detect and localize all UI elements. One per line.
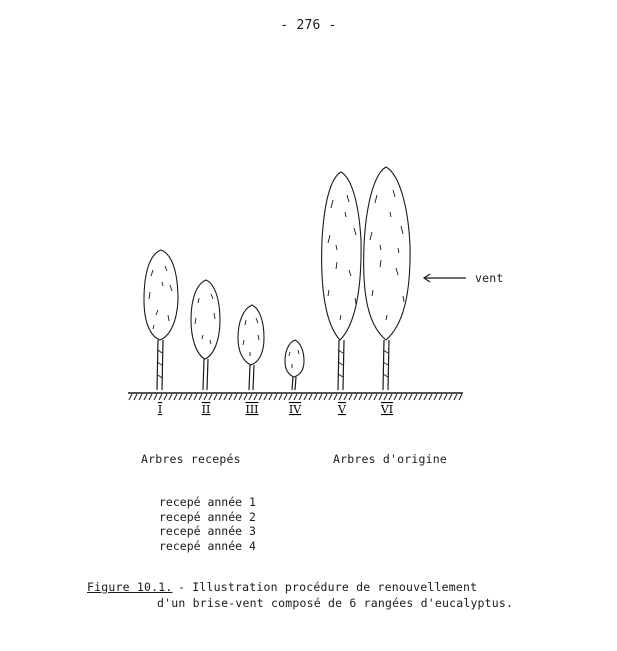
- figure-reference: Figure 10.1.: [87, 580, 173, 594]
- tree-row-5: [322, 172, 361, 390]
- legend-item-4: recepé année 4: [159, 538, 256, 553]
- tree-row-1: [144, 250, 178, 390]
- group-label-cut: Arbres recepés: [141, 452, 241, 466]
- tree-row-4: [285, 340, 304, 390]
- ground-hatching: [129, 394, 462, 400]
- legend: [159, 495, 256, 553]
- legend-item-1: recepé année 1: [159, 495, 256, 509]
- tree-row-6: [364, 167, 410, 390]
- row-label-5: V: [338, 403, 346, 416]
- row-label-2: II: [201, 403, 211, 416]
- legend-item-2: recepé année 2: [159, 509, 256, 524]
- row-label-1: I: [157, 403, 163, 416]
- caption-line-2: d'un brise-vent composé de 6 rangées d'eucalyptus.: [157, 596, 514, 610]
- page-number: - 276 -: [280, 18, 337, 33]
- group-label-original: Arbres d'origine: [333, 452, 447, 466]
- caption-line-1: - Illustration procédure de renouvellement: [178, 580, 478, 594]
- row-label-4: IV: [288, 403, 302, 416]
- legend-item-3: recepé année 3: [159, 524, 256, 538]
- row-label-3: III: [245, 403, 259, 416]
- row-label-6: VI: [380, 403, 394, 416]
- tree-row-3: [238, 305, 264, 390]
- tree-row-2: [191, 280, 220, 390]
- wind-label: vent: [475, 271, 504, 285]
- wind-arrow: [424, 274, 466, 282]
